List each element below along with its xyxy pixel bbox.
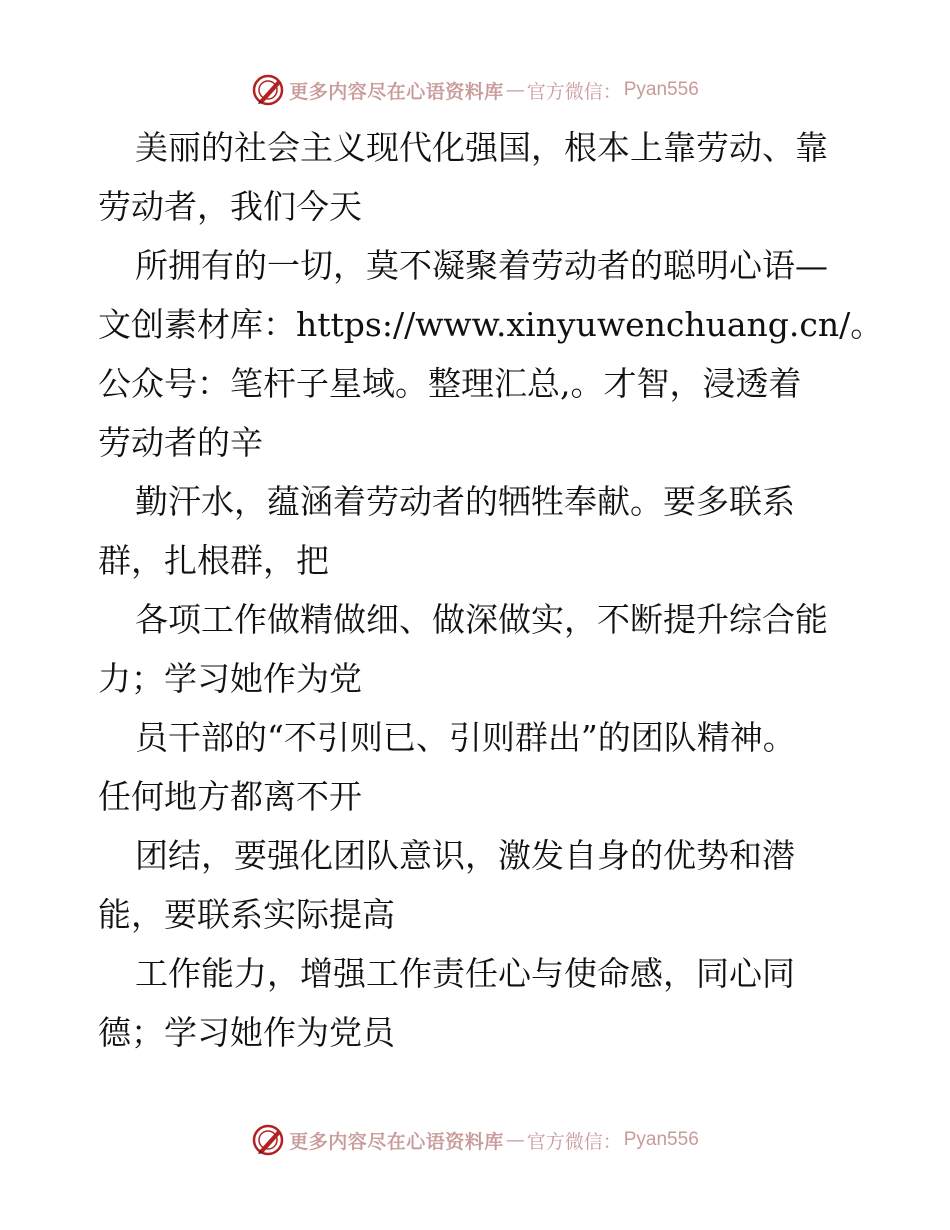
paragraph-line: 所拥有的一切，莫不凝聚着劳动者的聪明心语— <box>135 246 828 285</box>
header-wechat-id: Pyan556 <box>623 79 699 100</box>
paragraph-line: 员干部的“不引则已、引则群出”的团队精神。 <box>135 718 796 757</box>
paragraph-line: 力；学习她作为党 <box>98 659 362 698</box>
paragraph-line: 美丽的社会主义现代化强国，根本上靠劳动、靠 <box>135 128 828 167</box>
paragraph-line: 公众号：笔杆子星域。整理汇总,。才智，浸透着 <box>98 364 802 403</box>
paragraph-line: 文创素材库：https://www.xinyuwenchuang.cn/。 <box>98 305 884 344</box>
paragraph-line: 能，要联系实际提高 <box>98 895 395 934</box>
paragraph-line: 勤汗水，蕴涵着劳动者的牺牲奉献。要多联系 <box>135 482 795 521</box>
document-body <box>98 118 888 1062</box>
paragraph-line: 劳动者，我们今天 <box>98 187 362 226</box>
footer-dash: — <box>505 1129 525 1151</box>
header-brand-text: 更多内容尽在心语资料库 <box>289 80 504 103</box>
header-dash: — <box>505 79 525 101</box>
paragraph-line: 任何地方都离不开 <box>98 777 362 816</box>
paragraph-line: 工作能力，增强工作责任心与使命感，同心同 <box>135 954 795 993</box>
paragraph-line: 团结，要强化团队意识，激发自身的优势和潜 <box>135 836 795 875</box>
header-banner <box>0 70 950 110</box>
paragraph-line: 群，扎根群，把 <box>98 541 329 580</box>
footer-wechat-label: 官方微信： <box>526 1130 622 1153</box>
pen-logo-icon <box>251 73 285 107</box>
footer-banner <box>0 1120 950 1160</box>
footer-banner-content <box>251 1123 699 1157</box>
paragraph-line: 各项工作做精做细、做深做实，不断提升综合能 <box>135 600 828 639</box>
footer-brand-text: 更多内容尽在心语资料库 <box>289 1130 504 1153</box>
paragraph-line: 劳动者的辛 <box>98 423 263 462</box>
header-wechat-label: 官方微信： <box>526 80 622 103</box>
pen-logo-icon <box>251 1123 285 1157</box>
footer-wechat-id: Pyan556 <box>623 1129 699 1150</box>
header-banner-content <box>251 73 699 107</box>
paragraph-line: 德；学习她作为党员 <box>98 1013 395 1052</box>
